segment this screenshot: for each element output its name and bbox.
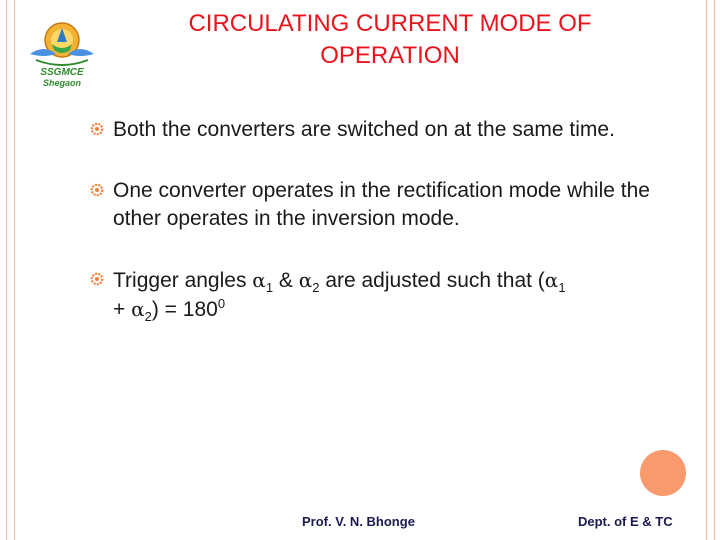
bullet-item-3 <box>90 266 650 324</box>
slide-title-line-1: CIRCULATING CURRENT MODE OF <box>188 10 592 37</box>
alpha-symbol: α <box>131 297 145 321</box>
alpha-symbol: α <box>298 268 313 292</box>
subscript-2: 2 <box>144 309 152 325</box>
bullet-text-2: One converter operates in the rectification mode while the other operates in the inversion mode. <box>113 179 650 230</box>
subscript-1: 1 <box>558 280 566 296</box>
right-frame-border <box>706 0 715 540</box>
plus-text: + <box>113 298 132 321</box>
bullet-item-2 <box>90 177 650 233</box>
logo-name-text: SSGMCE <box>40 67 84 78</box>
superscript-0: 0 <box>217 296 226 311</box>
alpha-symbol: α <box>252 268 266 292</box>
alpha-symbol: α <box>544 268 559 292</box>
bullet-3-text-end: ) = 180 <box>151 298 218 321</box>
bullet-list <box>90 116 650 324</box>
bullet-3-text-middle: are adjusted such that ( <box>319 269 545 292</box>
logo-location-text: Shegaon <box>42 78 81 88</box>
footer-department: Dept. of E & TC <box>578 514 673 529</box>
footer-author: Prof. V. N. Bhonge <box>302 514 415 529</box>
bullet-text-1: Both the converters are switched on at the same time. <box>113 118 615 141</box>
subscript-1: 1 <box>265 280 274 296</box>
ampersand-text: & <box>273 269 299 292</box>
decorative-orange-circle <box>640 450 686 496</box>
bullet-3-text-start: Trigger angles <box>113 269 253 292</box>
slide-title <box>110 8 670 72</box>
gear-bullet-icon <box>90 272 104 286</box>
left-frame-border <box>6 0 15 540</box>
bullet-item-1 <box>90 116 650 144</box>
gear-bullet-icon <box>90 183 104 197</box>
slide-title-line-2: OPERATION <box>320 42 460 69</box>
subscript-2: 2 <box>312 280 320 296</box>
gear-bullet-icon <box>90 122 104 136</box>
